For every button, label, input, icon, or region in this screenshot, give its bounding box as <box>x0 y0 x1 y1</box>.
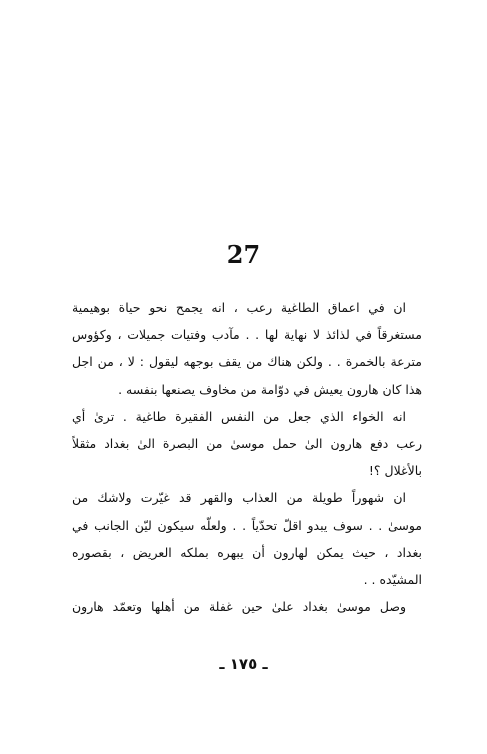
text-line: ان في اعماق الطاغية رعب ، انه يجمح نحو حياة بوهيمية <box>72 300 406 315</box>
text-line: انه الخواء الذي جعل من النفس الفقيرة طاغية . ترىٰ أي <box>72 408 406 424</box>
text-line: بالأغلال ؟! <box>368 463 422 479</box>
chapter-number: 27 <box>226 240 261 269</box>
text-line: رعب دفع هارون الىٰ حمل موسىٰ من البصرة الىٰ بغداد مثقلاً <box>72 435 422 451</box>
text-line: بغداد ، حيث يمكن لهارون أن يبهره بملكه العريض ، بقصوره <box>72 544 422 560</box>
text-line: موسىٰ . . سوف يبدو اقلّ تحدّياً . . ولعلّه سيكون ليّن الجانب في <box>72 517 422 533</box>
page-number: ـ ١٧٥ ـ <box>219 655 268 673</box>
text-line: هذا كان هارون يعيش في دوّامة من مخاوف يصنعها بنفسه . <box>118 381 422 397</box>
text-line: مستغرقاً في لذائذ لا نهاية لها . . مآدب وفتيات جميلات ، وكؤوس <box>72 327 422 343</box>
text-line: المشيّده . . <box>363 571 422 587</box>
text-line: ان شهوراً طويلة من العذاب والقهر قد غيّرت ولاشك من <box>72 490 406 506</box>
text-line: وصل موسىٰ بغداد علىٰ حين غفلة من أهلها وتعمّد هارون <box>72 599 406 615</box>
text-line: مترعة بالخمرة . . ولكن هناك من يقف بوجهه ليقول : لا ، من اجل <box>72 354 422 370</box>
body-text <box>72 294 422 620</box>
